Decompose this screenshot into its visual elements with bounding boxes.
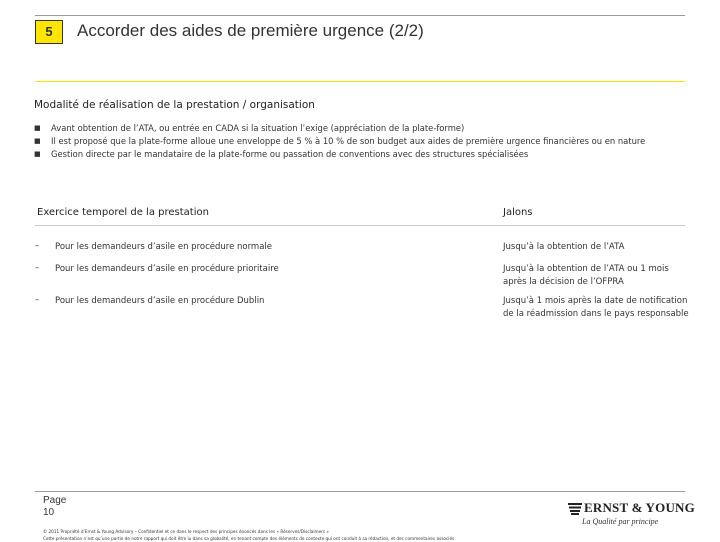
ey-logo-icon xyxy=(568,503,582,515)
bullet-list xyxy=(34,122,694,161)
row-label: Pour les demandeurs d’asile en procédure Dublin xyxy=(55,296,265,306)
bullet-item: ■ Avant obtention de l’ATA, ou entrée en CADA si la situation l’exige (appréciation de la plate-forme) xyxy=(34,123,465,133)
page-number: Page 10 xyxy=(43,495,67,518)
row-value: Jusqu’à la obtention de l’ATA xyxy=(503,242,625,252)
bullet-icon: ■ xyxy=(34,150,41,158)
bullet-item: ■ Il est proposé que la plate-forme alloue une enveloppe de 5 % à 10 % de son budget aux aides de première urgence financières ou en nature xyxy=(34,136,646,146)
column-header-jalons: Jalons xyxy=(503,207,533,218)
row-value: Jusqu’à la obtention de l’ATA ou 1 mois après la décision de l’OFPRA xyxy=(503,264,669,287)
legal-disclaimer: © 2011 Propriété d’Ernst & Young Advisory – Confidentiel et ce dans le respect des principes énoncés dans les « Réserves/Disclaimers » Cette présentation n’est qu’une partie de notre rapport qui doit être lu dans sa globalité, en tenant compte des éléments de contexte qui ont conduit à sa rédaction, et des commentaires associés xyxy=(43,529,455,541)
column-header-exercice: Exercice temporel de la prestation xyxy=(37,207,209,218)
row-label: Pour les demandeurs d’asile en procédure prioritaire xyxy=(55,264,279,274)
slide-title: Accorder des aides de première urgence (2/2) xyxy=(77,21,424,40)
section-number-badge: 5 xyxy=(35,20,63,44)
top-divider xyxy=(35,15,685,16)
logo-tagline: La Qualité par principe xyxy=(582,517,659,526)
ernst-young-logo xyxy=(568,500,695,532)
title-underline xyxy=(35,81,685,82)
footer-divider xyxy=(35,491,685,492)
row-label: Pour les demandeurs d’asile en procédure normale xyxy=(55,242,273,252)
section-title: Modalité de réalisation de la prestation / organisation xyxy=(34,99,315,111)
row-value: Jusqu’à 1 mois après la date de notification de la réadmission dans le pays responsable xyxy=(503,296,689,319)
table-header-divider xyxy=(35,225,685,226)
bullet-icon: ■ xyxy=(34,137,41,145)
logo-name: ERNST & YOUNG xyxy=(584,500,695,515)
bullet-item: ■ Gestion directe par le mandataire de la plate-forme ou passation de conventions avec des structures spécialisées xyxy=(34,149,529,159)
bullet-icon: ■ xyxy=(34,124,41,132)
